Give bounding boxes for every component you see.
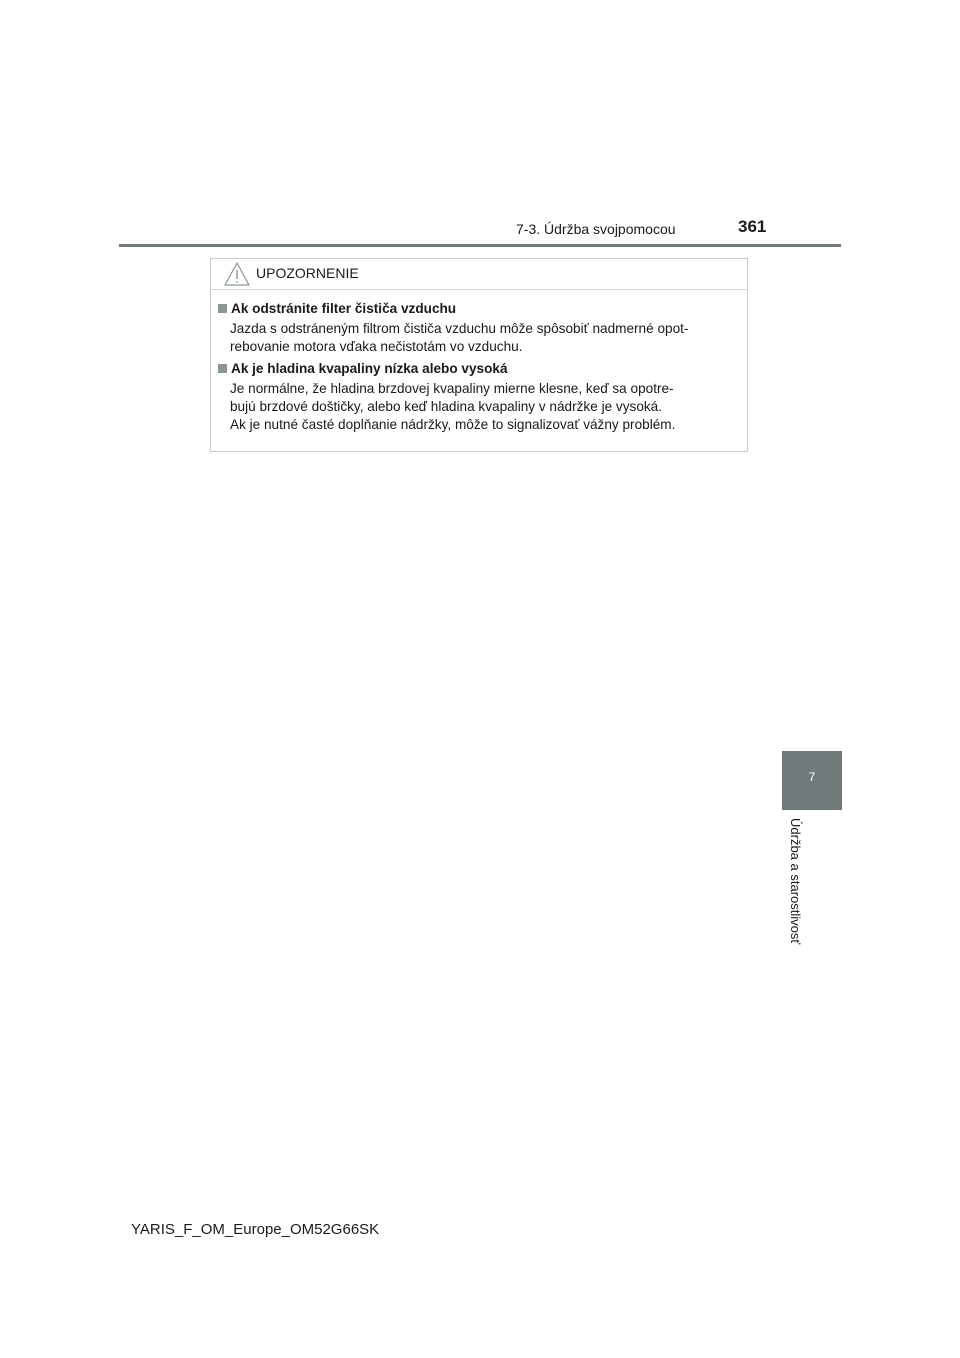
caution-box [210, 258, 748, 452]
warning-triangle-icon [223, 261, 251, 287]
section-title: 7-3. Údržba svojpomocou [516, 221, 676, 237]
caution-item [218, 361, 739, 434]
caution-header [211, 259, 747, 290]
body-line: rebovanie motora vďaka nečistotám vo vzduchu. [230, 339, 523, 354]
square-bullet-icon [218, 364, 227, 373]
square-bullet-icon [218, 304, 227, 313]
caution-item-heading: Ak odstránite filter čističa vzduchu [231, 301, 457, 316]
caution-item-heading: Ak je hladina kvapaliny nízka alebo vysoká [231, 361, 508, 376]
caution-item-body [230, 320, 739, 356]
page-number: 361 [738, 217, 767, 236]
body-line: Ak je nutné časté doplňanie nádržky, môže to signalizovať vážny problém. [230, 417, 676, 432]
header-divider [119, 244, 841, 247]
caution-item-body [230, 380, 739, 434]
chapter-number: 7 [808, 770, 816, 784]
body-line: Jazda s odstráneným filtrom čističa vzduchu môže spôsobiť nadmerné opot- [230, 321, 689, 336]
body-line: Je normálne, že hladina brzdovej kvapaliny mierne klesne, keď sa opotre- [230, 381, 674, 396]
document-id: YARIS_F_OM_Europe_OM52G66SK [131, 1221, 380, 1238]
body-line: bujú brzdové doštičky, alebo keď hladina kvapaliny v nádržke je vysoká. [230, 399, 663, 414]
caution-item [218, 301, 739, 356]
chapter-title: Údržba a starostlivosť [788, 818, 803, 945]
caution-label: UPOZORNENIE [256, 265, 359, 281]
